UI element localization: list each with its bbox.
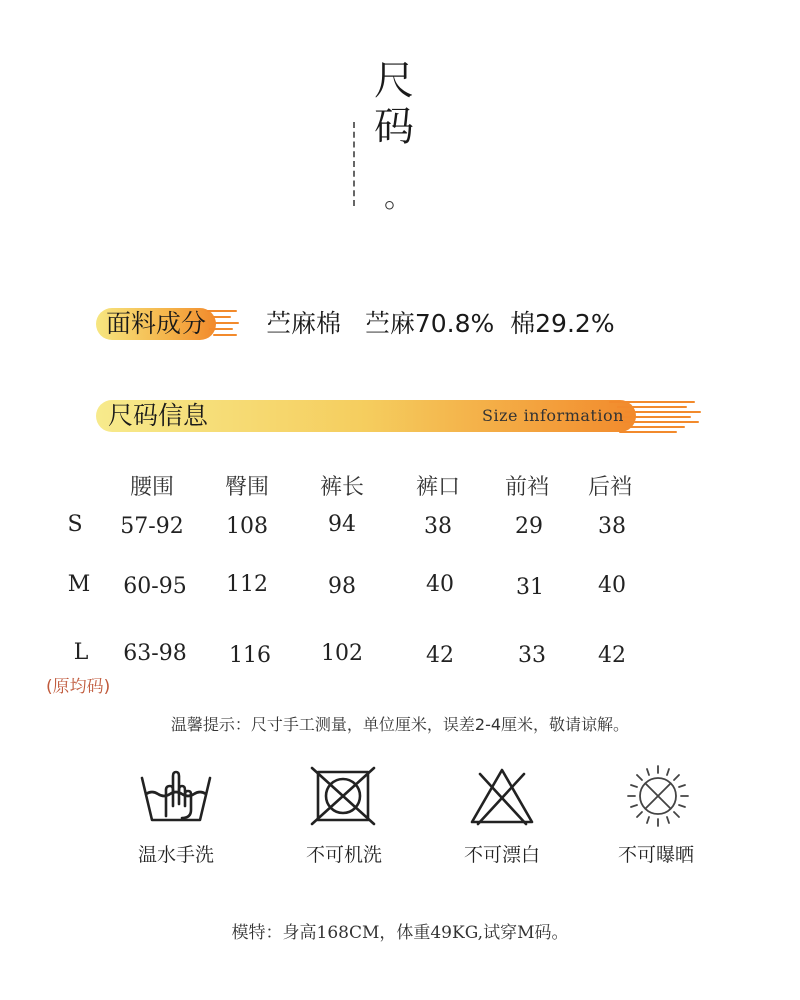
header-leg-opening: 裤口 bbox=[415, 475, 460, 500]
table-cell: 33 bbox=[518, 643, 546, 668]
table-cell: 102 bbox=[321, 641, 363, 666]
no-machine-wash-icon bbox=[302, 764, 382, 828]
fabric-label: 面料成分 bbox=[106, 309, 207, 338]
table-cell: 63-98 bbox=[123, 641, 187, 666]
title-char-2: 码 bbox=[374, 104, 414, 150]
title-divider bbox=[353, 122, 355, 206]
table-cell: 40 bbox=[426, 572, 454, 597]
table-cell: 108 bbox=[226, 514, 268, 539]
table-cell: 60-95 bbox=[123, 574, 187, 599]
table-cell: 40 bbox=[598, 573, 626, 598]
table-cell: 98 bbox=[328, 574, 356, 599]
hand-wash-icon bbox=[136, 764, 216, 828]
table-cell: 57-92 bbox=[120, 514, 184, 539]
header-waist: 腰围 bbox=[129, 475, 174, 500]
table-cell: 42 bbox=[426, 643, 454, 668]
size-info-english: Size information bbox=[482, 406, 624, 425]
no-bleach-icon bbox=[462, 764, 542, 828]
care-label-hand-wash: 温水手洗 bbox=[137, 844, 214, 866]
table-cell: 116 bbox=[229, 643, 271, 668]
measurement-tip: 温馨提示：尺寸手工测量，单位厘米，误差2-4厘米，敬请谅解。 bbox=[170, 715, 630, 734]
table-cell: 94 bbox=[328, 512, 356, 537]
no-sun-dry-icon bbox=[618, 764, 698, 828]
care-label-no-bleach: 不可漂白 bbox=[463, 844, 540, 866]
table-cell: 38 bbox=[424, 514, 452, 539]
size-label-s: S bbox=[67, 512, 83, 537]
model-info: 模特：身高168CM，体重49KG,试穿M码。 bbox=[231, 923, 569, 943]
table-cell: 31 bbox=[516, 575, 544, 600]
care-label-no-sun-dry: 不可曝晒 bbox=[617, 844, 694, 866]
header-front-rise: 前裆 bbox=[504, 475, 549, 500]
size-label-l: L bbox=[73, 640, 89, 665]
header-length: 裤长 bbox=[319, 475, 364, 500]
fabric-composition: 苎麻棉 苎麻70.8% 棉29.2% bbox=[266, 309, 615, 338]
title-char-1: 尺 bbox=[374, 58, 414, 104]
care-label-no-machine-wash: 不可机洗 bbox=[305, 844, 382, 866]
title-period: 。 bbox=[384, 180, 414, 215]
page-title bbox=[372, 58, 416, 150]
header-hip: 臀围 bbox=[224, 475, 269, 500]
table-cell: 42 bbox=[598, 643, 626, 668]
table-cell: 38 bbox=[598, 514, 626, 539]
size-info-label: 尺码信息 bbox=[108, 401, 209, 430]
table-cell: 112 bbox=[226, 572, 268, 597]
table-cell: 29 bbox=[515, 514, 543, 539]
header-back-rise: 后裆 bbox=[587, 475, 632, 500]
size-note-l: (原均码) bbox=[46, 677, 111, 697]
size-label-m: M bbox=[67, 572, 91, 597]
